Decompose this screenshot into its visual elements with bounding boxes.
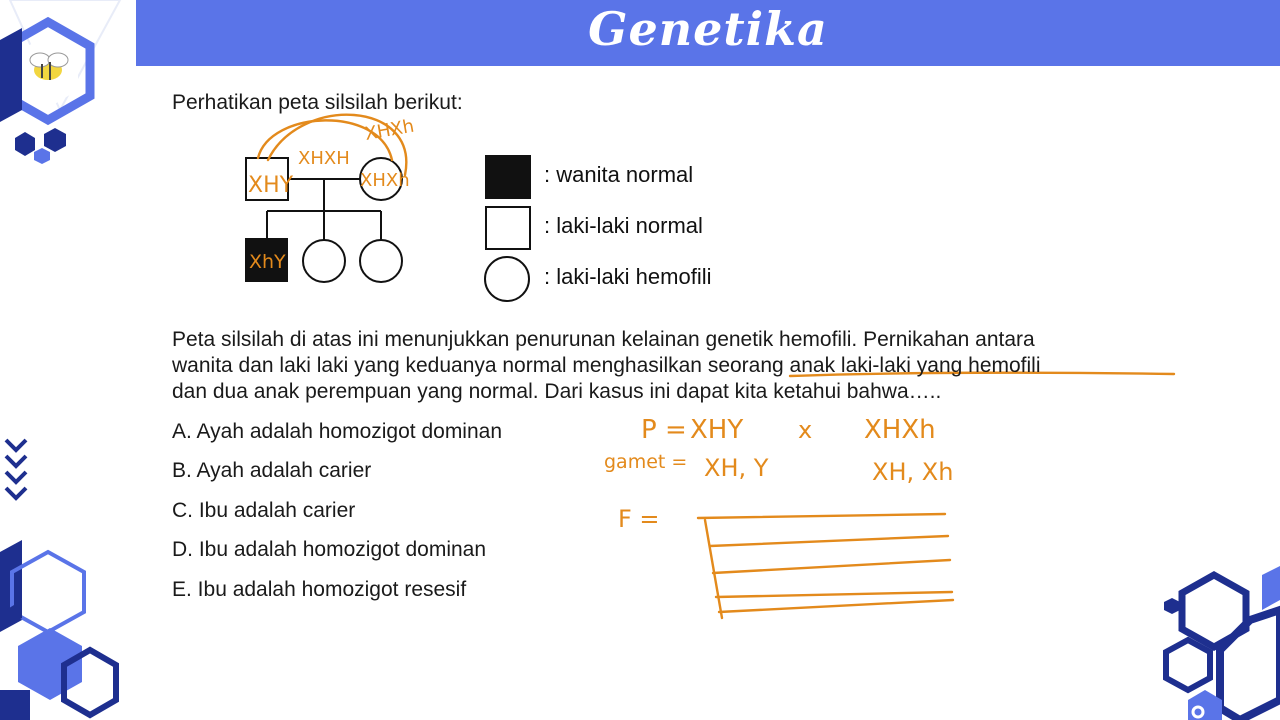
paragraph-line: Peta silsilah di atas ini menunjukkan penurunan kelainan genetik hemofili. Pernikahan antara	[172, 328, 1035, 351]
legend-circle	[485, 257, 529, 301]
legend-filled-square	[486, 156, 530, 198]
hand-p-father: XHY	[690, 415, 744, 445]
option-c[interactable]: C. Ibu adalah carier	[172, 499, 356, 522]
hand-p-mother: XHXh	[864, 415, 936, 445]
daughter-circle	[360, 240, 402, 282]
option-b[interactable]: B. Ayah adalah carier	[172, 459, 372, 482]
hand-cross: x	[798, 416, 813, 444]
hand-gamet-father: XH, Y	[704, 454, 769, 482]
intro-text: Perhatikan peta silsilah berikut:	[172, 91, 463, 114]
mother-genotype: XHXh	[360, 170, 410, 191]
hand-gamet-label: gamet =	[604, 451, 688, 473]
option-d[interactable]: D. Ibu adalah homozigot dominan	[172, 538, 487, 561]
legend-empty-square	[486, 207, 530, 249]
mother-top-genotype: XHXH	[298, 148, 350, 169]
option-a[interactable]: A. Ayah adalah homozigot dominan	[172, 420, 503, 443]
legend-label: : laki-laki normal	[544, 213, 703, 238]
hand-p-label: P =	[641, 415, 687, 445]
legend-label: : wanita normal	[544, 162, 694, 187]
hand-gamet-mother: XH, Xh	[872, 458, 954, 486]
punnett-lines	[698, 514, 953, 618]
paragraph-line: wanita dan laki laki yang keduanya normal menghasilkan seorang anak laki-laki yang hemofili	[172, 354, 1041, 377]
question-paragraph	[172, 327, 1041, 405]
son-genotype: XhY	[249, 251, 286, 273]
daughter-circle	[303, 240, 345, 282]
legend-label: : laki-laki hemofili	[544, 264, 712, 289]
father-genotype: XHY	[248, 173, 294, 198]
hand-f-label: F =	[618, 505, 660, 533]
arc-genotype: XHXh	[363, 115, 416, 145]
paragraph-line: dan dua anak perempuan yang normal. Dari kasus ini dapat kita ketahui bahwa…..	[172, 380, 942, 403]
option-e[interactable]: E. Ibu adalah homozigot resesif	[172, 578, 467, 601]
page-title: Genetika	[588, 2, 828, 56]
